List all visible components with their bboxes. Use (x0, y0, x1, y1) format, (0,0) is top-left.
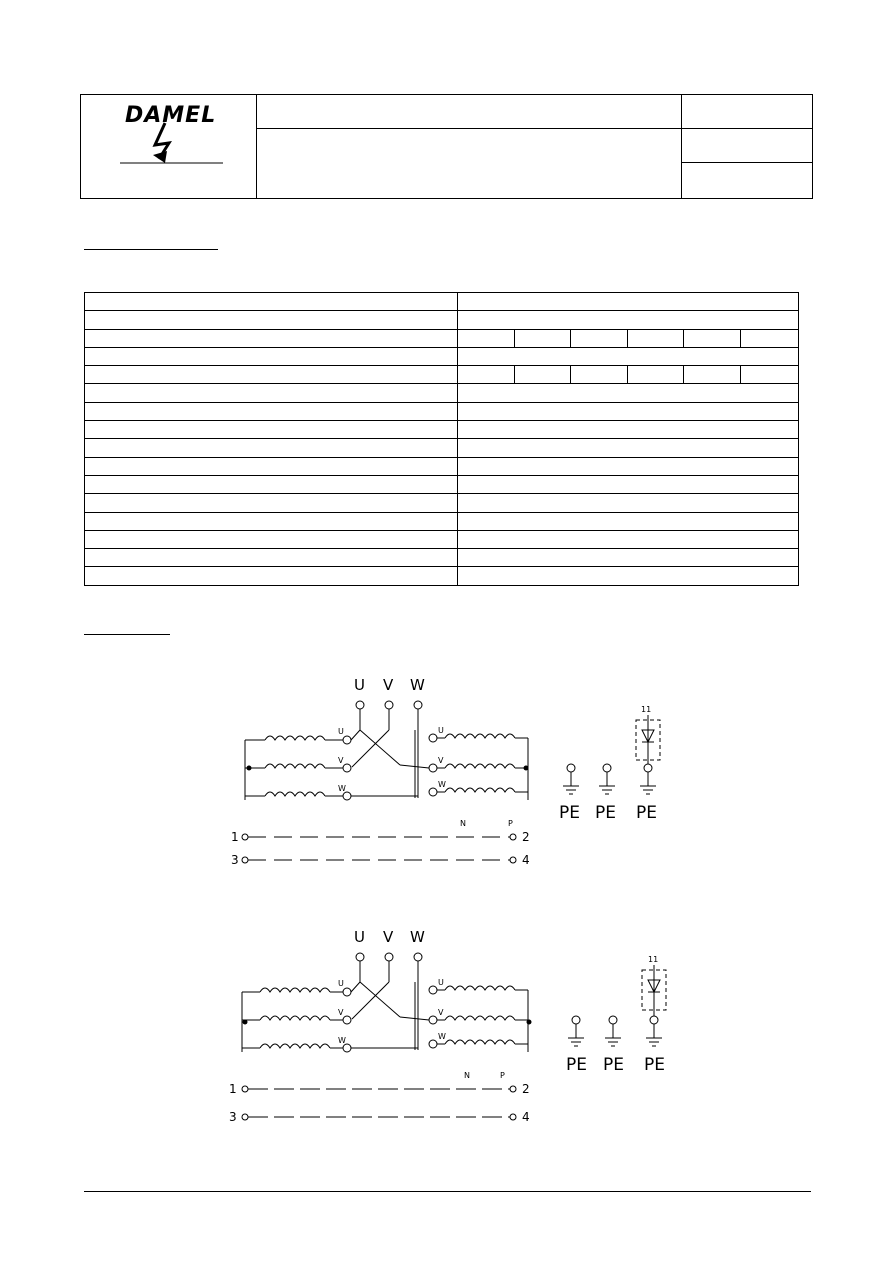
ground-terminal (603, 764, 611, 772)
table-cell-value (458, 402, 799, 420)
table-cell-value (458, 421, 799, 439)
table-row (85, 549, 799, 567)
terminal-connector (429, 734, 437, 742)
terminal-connector (429, 1016, 437, 1024)
table-cell-label (85, 439, 458, 457)
table-cell-value (458, 347, 799, 365)
switch-row-start-label: 1 (229, 1082, 237, 1096)
terminal-label: U (354, 928, 365, 946)
table-cell-label (85, 347, 458, 365)
terminal-label: V (383, 928, 394, 946)
terminal-label: W (410, 928, 425, 946)
terminal-connector (242, 1086, 248, 1092)
header-divider (256, 95, 257, 198)
table-cell (741, 329, 799, 347)
terminal-connector (510, 1114, 516, 1120)
table-row (85, 494, 799, 512)
terminal-connector (510, 1086, 516, 1092)
logo-text: DAMEL (125, 103, 217, 128)
section-heading-underline (84, 634, 170, 635)
winding-label: W (338, 784, 346, 793)
terminal-connector (356, 701, 364, 709)
switch-row-end-label: 4 (522, 1110, 530, 1124)
ground-terminal (644, 764, 652, 772)
terminal-connector (242, 834, 248, 840)
table-row (85, 366, 799, 384)
table-row (85, 311, 799, 329)
winding-coil (445, 764, 515, 768)
table-cell-value (458, 512, 799, 530)
table-cell (458, 329, 515, 347)
switch-row-end-label: 4 (522, 853, 530, 867)
terminal-connector (429, 986, 437, 994)
wiring-diagram (220, 922, 680, 1132)
header-divider (256, 128, 812, 129)
table-row (85, 567, 799, 585)
winding-coil (445, 788, 515, 792)
winding-label: U (338, 727, 344, 736)
terminal-connector (242, 1114, 248, 1120)
winding-coil (265, 792, 325, 796)
table-row (85, 384, 799, 402)
terminal-connector (242, 857, 248, 863)
winding-coil (445, 986, 515, 990)
table-cell-label (85, 366, 458, 384)
table-row (85, 347, 799, 365)
table-cell-label (85, 567, 458, 585)
ground-label: PE (636, 803, 657, 823)
terminal-connector (429, 1040, 437, 1048)
table-row (85, 439, 799, 457)
specification-table (84, 292, 799, 586)
table-row (85, 293, 799, 311)
terminal-connector (414, 953, 422, 961)
terminal-connector (343, 1016, 351, 1024)
table-cell-value (458, 293, 799, 311)
table-row (85, 421, 799, 439)
terminal-connector (343, 792, 351, 800)
winding-label: V (438, 1008, 444, 1017)
winding-label: U (438, 978, 444, 987)
switch-row-end-label: 2 (522, 1082, 530, 1096)
table-cell-value (458, 530, 799, 548)
table-cell (515, 329, 571, 347)
terminal-connector (343, 764, 351, 772)
table-cell (684, 366, 741, 384)
ground-label: PE (566, 1055, 587, 1075)
terminal-connector (429, 764, 437, 772)
table-cell-value (458, 475, 799, 493)
winding-label: U (338, 979, 344, 988)
terminal-connector (510, 857, 516, 863)
ground-terminal (609, 1016, 617, 1024)
table-row (85, 457, 799, 475)
terminal-connector (343, 736, 351, 744)
terminal-connector (343, 1044, 351, 1052)
terminal-connector (343, 988, 351, 996)
table-cell (628, 329, 684, 347)
table-cell (458, 366, 515, 384)
winding-coil (445, 734, 515, 738)
table-row (85, 512, 799, 530)
table-cell-label (85, 421, 458, 439)
header-divider (681, 162, 812, 163)
table-cell-label (85, 311, 458, 329)
company-logo (93, 99, 253, 165)
lightning-bolt-icon (93, 99, 253, 165)
switch-row-start-label: 3 (231, 853, 239, 867)
terminal-connector (510, 834, 516, 840)
ground-label: PE (603, 1055, 624, 1075)
winding-label: W (438, 1032, 446, 1041)
winding-coil (265, 764, 325, 768)
table-cell (741, 366, 799, 384)
winding-label: V (338, 756, 344, 765)
thermal-label: 11 (648, 955, 659, 964)
switch-label: N (460, 819, 466, 828)
ground-terminal (567, 764, 575, 772)
table-row (85, 475, 799, 493)
winding-coil (260, 988, 330, 992)
terminal-label: U (354, 676, 365, 694)
table-row (85, 530, 799, 548)
terminal-connector (385, 953, 393, 961)
winding-coil (265, 736, 325, 740)
terminal-connector (385, 701, 393, 709)
winding-label: V (438, 756, 444, 765)
ground-label: PE (644, 1055, 665, 1075)
winding-coil (445, 1016, 515, 1020)
wiring-diagram (220, 670, 680, 880)
switch-label: P (508, 819, 513, 828)
table-cell-label (85, 475, 458, 493)
table-cell-label (85, 293, 458, 311)
table-cell-label (85, 512, 458, 530)
table-cell-label (85, 549, 458, 567)
table-cell (515, 366, 571, 384)
table-cell-value (458, 457, 799, 475)
ground-terminal (650, 1016, 658, 1024)
table-row (85, 329, 799, 347)
terminal-connector (356, 953, 364, 961)
table-cell-value (458, 567, 799, 585)
winding-coil (445, 1040, 515, 1044)
terminal-label: W (410, 676, 425, 694)
winding-label: W (438, 780, 446, 789)
table-cell-label (85, 329, 458, 347)
terminal-connector (414, 701, 422, 709)
switch-label: P (500, 1071, 505, 1080)
table-cell-value (458, 384, 799, 402)
ground-label: PE (559, 803, 580, 823)
terminal-label: V (383, 676, 394, 694)
winding-coil (260, 1044, 330, 1048)
table-cell-value (458, 311, 799, 329)
table-cell (628, 366, 684, 384)
thermal-label: 11 (641, 705, 652, 714)
ground-label: PE (595, 803, 616, 823)
table-cell (684, 329, 741, 347)
header-divider (681, 95, 682, 198)
winding-label: W (338, 1036, 346, 1045)
table-cell-label (85, 530, 458, 548)
switch-row-start-label: 1 (231, 830, 239, 844)
table-cell-value (458, 439, 799, 457)
ground-terminal (572, 1016, 580, 1024)
table-cell-label (85, 494, 458, 512)
switch-label: N (464, 1071, 470, 1080)
winding-label: V (338, 1008, 344, 1017)
table-cell-label (85, 457, 458, 475)
table-cell (571, 329, 628, 347)
table-cell (571, 366, 628, 384)
table-cell-value (458, 494, 799, 512)
table-cell-label (85, 384, 458, 402)
winding-label: U (438, 726, 444, 735)
terminal-connector (429, 788, 437, 796)
table-row (85, 402, 799, 420)
section-heading-underline (84, 249, 218, 250)
document-header (80, 94, 813, 199)
table-cell-value (458, 549, 799, 567)
winding-coil (260, 1016, 330, 1020)
table-cell-label (85, 402, 458, 420)
switch-row-start-label: 3 (229, 1110, 237, 1124)
footer-rule (84, 1191, 811, 1192)
switch-row-end-label: 2 (522, 830, 530, 844)
